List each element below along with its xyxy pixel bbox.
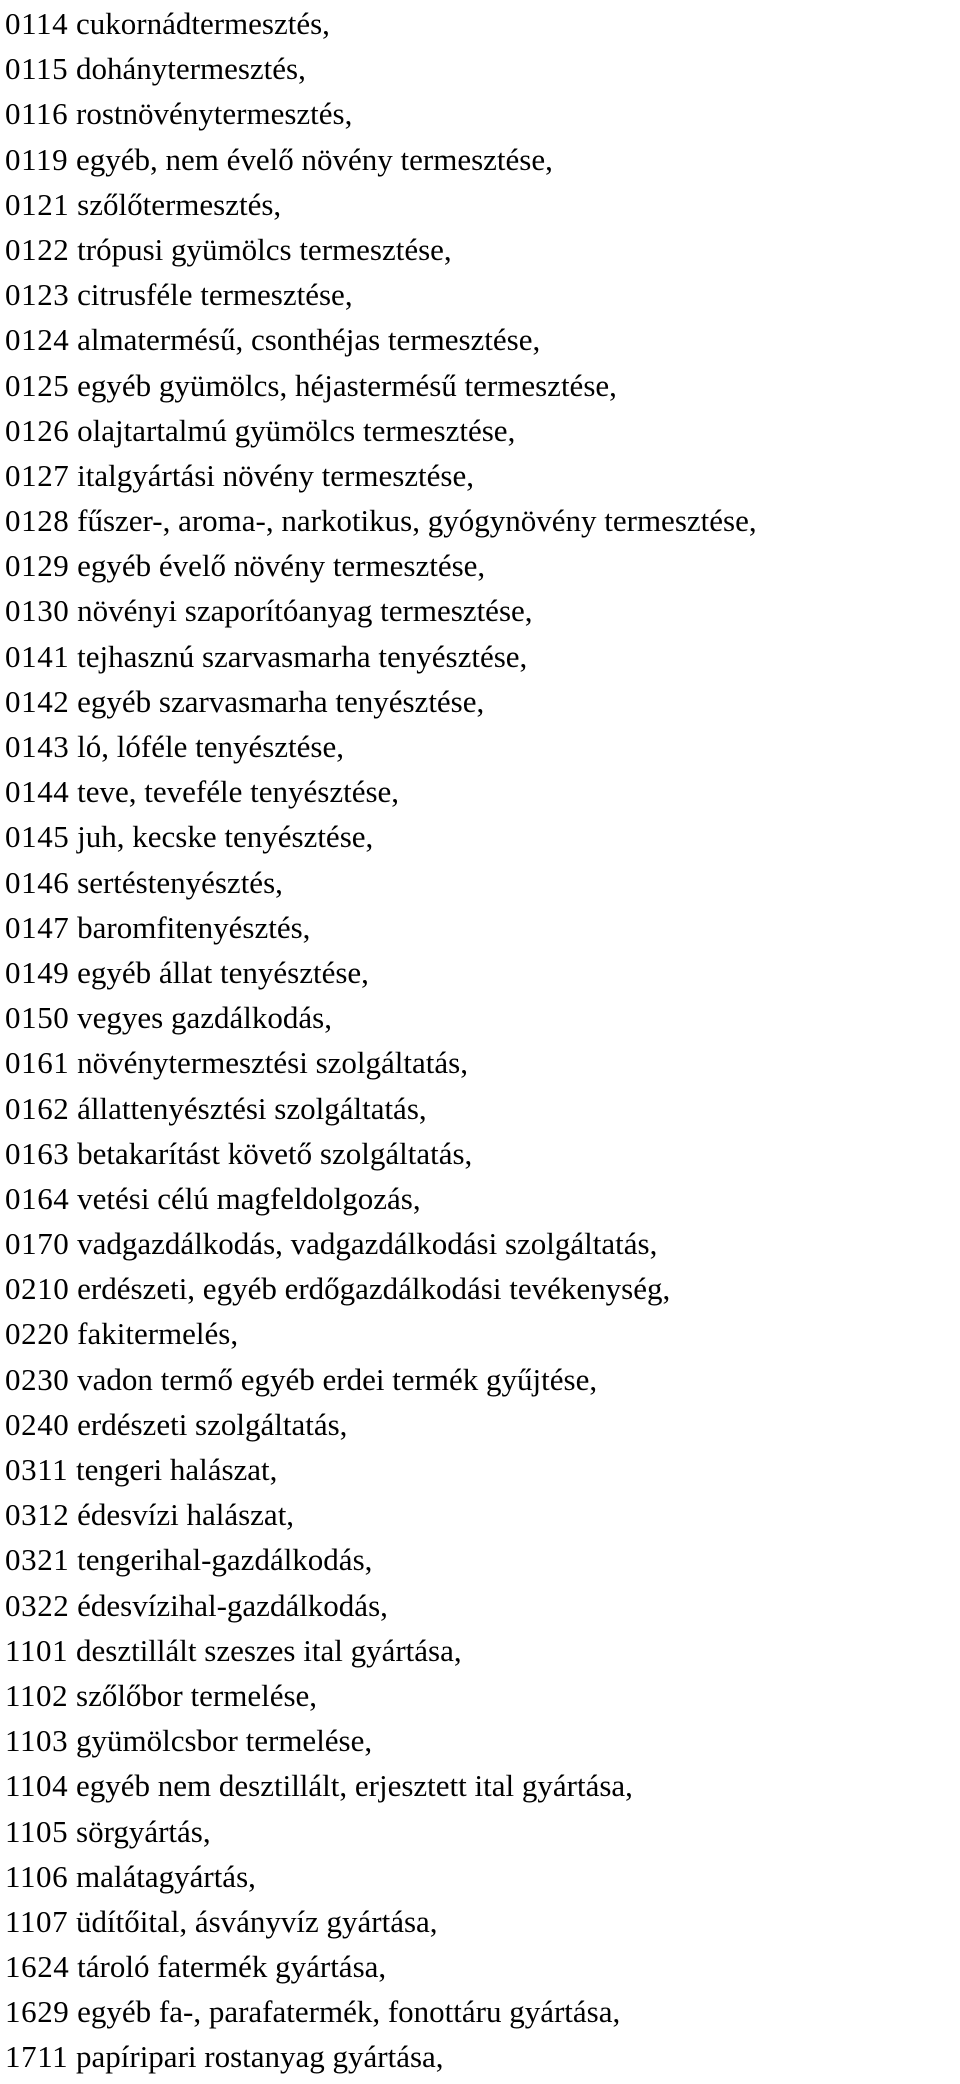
list-item — [5, 1447, 960, 1492]
activity-label: egyéb nem desztillált, erjesztett ital gyártása, — [76, 1768, 633, 1804]
activity-label: üdítőital, ásványvíz gyártása, — [76, 1903, 438, 1939]
list-item — [5, 1899, 960, 1944]
activity-code: 0164 — [5, 1180, 70, 1216]
activity-label: sertéstenyésztés, — [77, 864, 283, 900]
activity-code: 0129 — [5, 548, 70, 584]
activity-code: 0230 — [5, 1361, 70, 1397]
activity-label: gyümölcsbor termelése, — [76, 1723, 373, 1759]
list-item — [5, 1221, 960, 1266]
activity-label: tároló fatermék gyártása, — [77, 1949, 387, 1985]
list-item — [5, 1266, 960, 1311]
activity-label: édesvízihal-gazdálkodás, — [77, 1587, 388, 1623]
list-item — [5, 182, 960, 227]
list-item — [5, 1176, 960, 1221]
activity-code: 1107 — [5, 1903, 69, 1939]
list-item — [5, 1357, 960, 1402]
activity-code: 0149 — [5, 954, 70, 990]
activity-label: állattenyésztési szolgáltatás, — [77, 1090, 427, 1126]
list-item — [5, 905, 960, 950]
activity-code: 0141 — [5, 638, 70, 674]
list-item — [5, 860, 960, 905]
activity-code: 0119 — [5, 141, 69, 177]
activity-label: fűszer-, aroma-, narkotikus, gyógynövény termesztése, — [77, 503, 757, 539]
activity-label: rostnövénytermesztés, — [76, 96, 353, 132]
activity-code: 0220 — [5, 1316, 70, 1352]
activity-code-list — [5, 1, 960, 2080]
activity-code: 0123 — [5, 277, 70, 313]
activity-label: trópusi gyümölcs termesztése, — [77, 231, 452, 267]
activity-label: szőlőbor termelése, — [76, 1677, 318, 1713]
activity-code: 0115 — [5, 51, 69, 87]
activity-label: tengerihal-gazdálkodás, — [77, 1542, 373, 1578]
activity-code: 0322 — [5, 1587, 70, 1623]
list-item — [5, 227, 960, 272]
list-item — [5, 1673, 960, 1718]
activity-label: teve, teveféle tenyésztése, — [77, 774, 400, 810]
list-item — [5, 1854, 960, 1899]
activity-code: 1105 — [5, 1813, 69, 1849]
list-item — [5, 769, 960, 814]
activity-code: 1624 — [5, 1949, 70, 1985]
activity-label: citrusféle termesztése, — [77, 277, 353, 313]
activity-code: 0145 — [5, 819, 70, 855]
activity-code: 1101 — [5, 1632, 69, 1668]
activity-label: édesvízi halászat, — [77, 1497, 295, 1533]
list-item — [5, 1131, 960, 1176]
activity-code: 0162 — [5, 1090, 70, 1126]
activity-label: almatermésű, csonthéjas termesztése, — [77, 322, 541, 358]
list-item — [5, 1492, 960, 1537]
list-item — [5, 1311, 960, 1356]
activity-code: 0128 — [5, 503, 70, 539]
activity-code: 0143 — [5, 729, 70, 764]
list-item — [5, 1763, 960, 1808]
activity-label: fakitermelés, — [77, 1316, 239, 1352]
activity-code: 0142 — [5, 683, 70, 719]
activity-code: 0170 — [5, 1226, 70, 1262]
list-item — [5, 91, 960, 136]
activity-label: papíripari rostanyag gyártása, — [76, 2039, 444, 2075]
activity-code: 0240 — [5, 1406, 70, 1442]
list-item — [5, 317, 960, 362]
activity-label: vadgazdálkodás, vadgazdálkodási szolgáltatás, — [77, 1226, 658, 1262]
activity-code: 1106 — [5, 1858, 69, 1894]
list-item — [5, 1402, 960, 1447]
list-item — [5, 950, 960, 995]
activity-code: 0121 — [5, 186, 70, 222]
activity-code: 1102 — [5, 1677, 69, 1713]
activity-code: 0311 — [5, 1452, 69, 1487]
list-item — [5, 137, 960, 182]
activity-label: növényi szaporítóanyag termesztése, — [77, 593, 533, 629]
activity-label: tejhasznú szarvasmarha tenyésztése, — [77, 638, 528, 674]
list-item — [5, 363, 960, 408]
list-item — [5, 724, 960, 769]
list-item — [5, 1989, 960, 2034]
list-item — [5, 1628, 960, 1673]
activity-label: növénytermesztési szolgáltatás, — [77, 1045, 468, 1081]
activity-code: 0163 — [5, 1135, 70, 1171]
list-item — [5, 46, 960, 91]
list-item — [5, 1040, 960, 1085]
activity-label: sörgyártás, — [76, 1813, 211, 1849]
activity-label: egyéb szarvasmarha tenyésztése, — [77, 683, 485, 719]
activity-code: 0130 — [5, 593, 70, 629]
list-item — [5, 1537, 960, 1582]
list-item — [5, 588, 960, 633]
activity-code: 1711 — [5, 2039, 69, 2075]
activity-code: 0127 — [5, 457, 70, 493]
list-item — [5, 634, 960, 679]
activity-label: vetési célú magfeldolgozás, — [77, 1180, 421, 1216]
activity-label: erdészeti szolgáltatás, — [77, 1406, 348, 1442]
activity-label: baromfitenyésztés, — [77, 909, 311, 945]
activity-code: 0312 — [5, 1497, 70, 1533]
list-item — [5, 1086, 960, 1131]
activity-label: dohánytermesztés, — [76, 51, 306, 87]
activity-code: 0114 — [5, 6, 69, 41]
activity-label: szőlőtermesztés, — [77, 186, 282, 222]
activity-label: desztillált szeszes ital gyártása, — [76, 1632, 462, 1668]
activity-label: egyéb gyümölcs, héjastermésű termesztése, — [77, 367, 617, 403]
activity-code: 0124 — [5, 322, 70, 358]
activity-code: 0147 — [5, 909, 70, 945]
activity-code: 0210 — [5, 1271, 70, 1307]
list-item — [5, 1583, 960, 1628]
list-item — [5, 1, 960, 46]
activity-label: egyéb fa-, parafatermék, fonottáru gyártása, — [77, 1994, 621, 2030]
activity-label: egyéb évelő növény termesztése, — [77, 548, 486, 584]
activity-label: vegyes gazdálkodás, — [77, 1000, 332, 1036]
list-item — [5, 453, 960, 498]
activity-label: ló, lóféle tenyésztése, — [77, 729, 344, 764]
activity-label: egyéb, nem évelő növény termesztése, — [76, 141, 553, 177]
activity-code: 0125 — [5, 367, 70, 403]
activity-code: 0122 — [5, 231, 70, 267]
list-item — [5, 1809, 960, 1854]
list-item — [5, 498, 960, 543]
list-item — [5, 995, 960, 1040]
list-item — [5, 543, 960, 588]
activity-code: 0146 — [5, 864, 70, 900]
activity-label: italgyártási növény termesztése, — [77, 457, 474, 493]
activity-label: malátagyártás, — [76, 1858, 256, 1894]
activity-code: 0144 — [5, 774, 70, 810]
activity-label: tengeri halászat, — [76, 1452, 278, 1487]
list-item — [5, 1718, 960, 1763]
activity-label: erdészeti, egyéb erdőgazdálkodási tevékenység, — [77, 1271, 671, 1307]
activity-code: 1629 — [5, 1994, 70, 2030]
activity-label: olajtartalmú gyümölcs termesztése, — [77, 412, 516, 448]
activity-code: 0150 — [5, 1000, 70, 1036]
activity-code: 1104 — [5, 1768, 69, 1804]
activity-label: betakarítást követő szolgáltatás, — [77, 1135, 473, 1171]
activity-label: cukornádtermesztés, — [76, 6, 330, 41]
list-item — [5, 272, 960, 317]
activity-code: 0161 — [5, 1045, 70, 1081]
list-item — [5, 2034, 960, 2079]
activity-label: juh, kecske tenyésztése, — [77, 819, 374, 855]
list-item — [5, 1944, 960, 1989]
list-item — [5, 679, 960, 724]
activity-code: 0321 — [5, 1542, 70, 1578]
activity-code: 0126 — [5, 412, 70, 448]
list-item — [5, 814, 960, 859]
activity-label: egyéb állat tenyésztése, — [77, 954, 369, 990]
activity-code: 0116 — [5, 96, 69, 132]
list-item — [5, 408, 960, 453]
activity-code: 1103 — [5, 1723, 69, 1759]
activity-label: vadon termő egyéb erdei termék gyűjtése, — [77, 1361, 598, 1397]
